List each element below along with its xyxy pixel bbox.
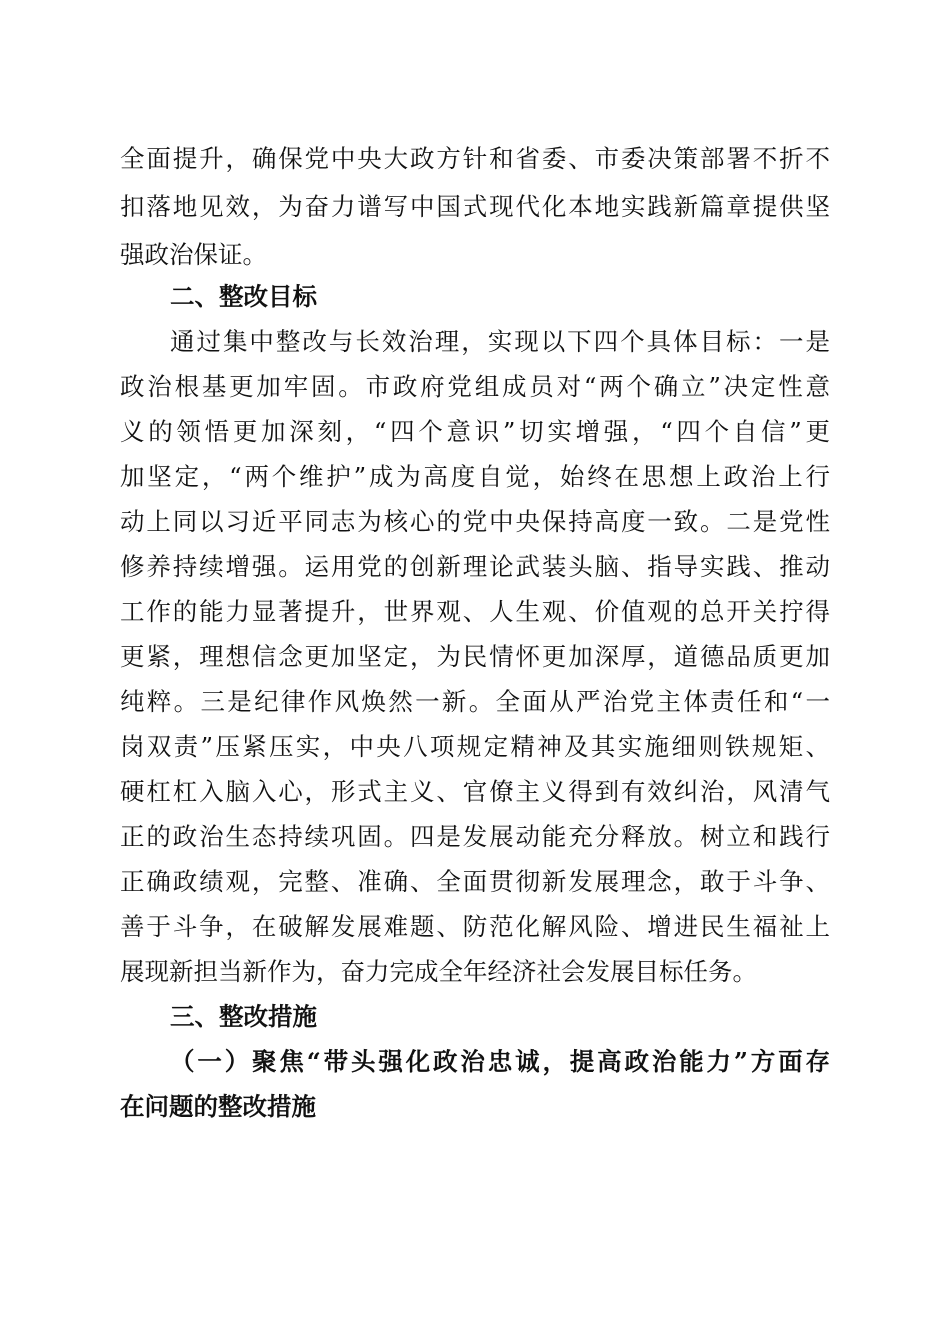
subsection-title: （一）聚焦“带头强化政治忠诚，提高政治能力”方面存 <box>170 1047 830 1076</box>
body-line: 工作的能力显著提升，世界观、人生观、价值观的总开关拧得 <box>120 597 830 626</box>
body-line: 通过集中整改与长效治理，实现以下四个具体目标：一是 <box>170 327 830 356</box>
body-line: 更紧，理想信念更加坚定，为民情怀更加深厚，道德品质更加 <box>120 642 830 671</box>
subsection-title: 在问题的整改措施 <box>120 1092 316 1121</box>
section-heading-measures: 三、整改措施 <box>170 1002 317 1031</box>
body-line: 正确政绩观，完整、准确、全面贯彻新发展理念，敢于斗争、 <box>120 867 830 896</box>
body-line: 修养持续增强。运用党的创新理论武装头脑、指导实践、推动 <box>120 552 830 581</box>
intro-line: 全面提升，确保党中央大政方针和省委、市委决策部署不折不 <box>120 144 830 173</box>
body-line: 纯粹。三是纪律作风焕然一新。全面从严治党主体责任和“一 <box>120 687 830 716</box>
body-line: 加坚定，“两个维护”成为高度自觉，始终在思想上政治上行 <box>120 462 830 491</box>
body-line: 政治根基更加牢固。市政府党组成员对“两个确立”决定性意 <box>120 372 830 401</box>
intro-line: 扣落地见效，为奋力谱写中国式现代化本地实践新篇章提供坚 <box>120 192 830 221</box>
body-line: 硬杠杠入脑入心，形式主义、官僚主义得到有效纠治，风清气 <box>120 777 830 806</box>
intro-line: 强政治保证。 <box>120 240 267 269</box>
section-heading-goals: 二、整改目标 <box>170 282 317 311</box>
body-line: 正的政治生态持续巩固。四是发展动能充分释放。树立和践行 <box>120 822 830 851</box>
body-line: 善于斗争，在破解发展难题、防范化解风险、增进民生福祉上 <box>120 912 830 941</box>
body-line: 义的领悟更加深刻，“四个意识”切实增强，“四个自信”更 <box>120 417 830 446</box>
body-line: 岗双责”压紧压实，中央八项规定精神及其实施细则铁规矩、 <box>120 732 830 761</box>
body-line: 展现新担当新作为，奋力完成全年经济社会发展目标任务。 <box>120 957 757 986</box>
body-line: 动上同以习近平同志为核心的党中央保持高度一致。二是党性 <box>120 507 830 536</box>
